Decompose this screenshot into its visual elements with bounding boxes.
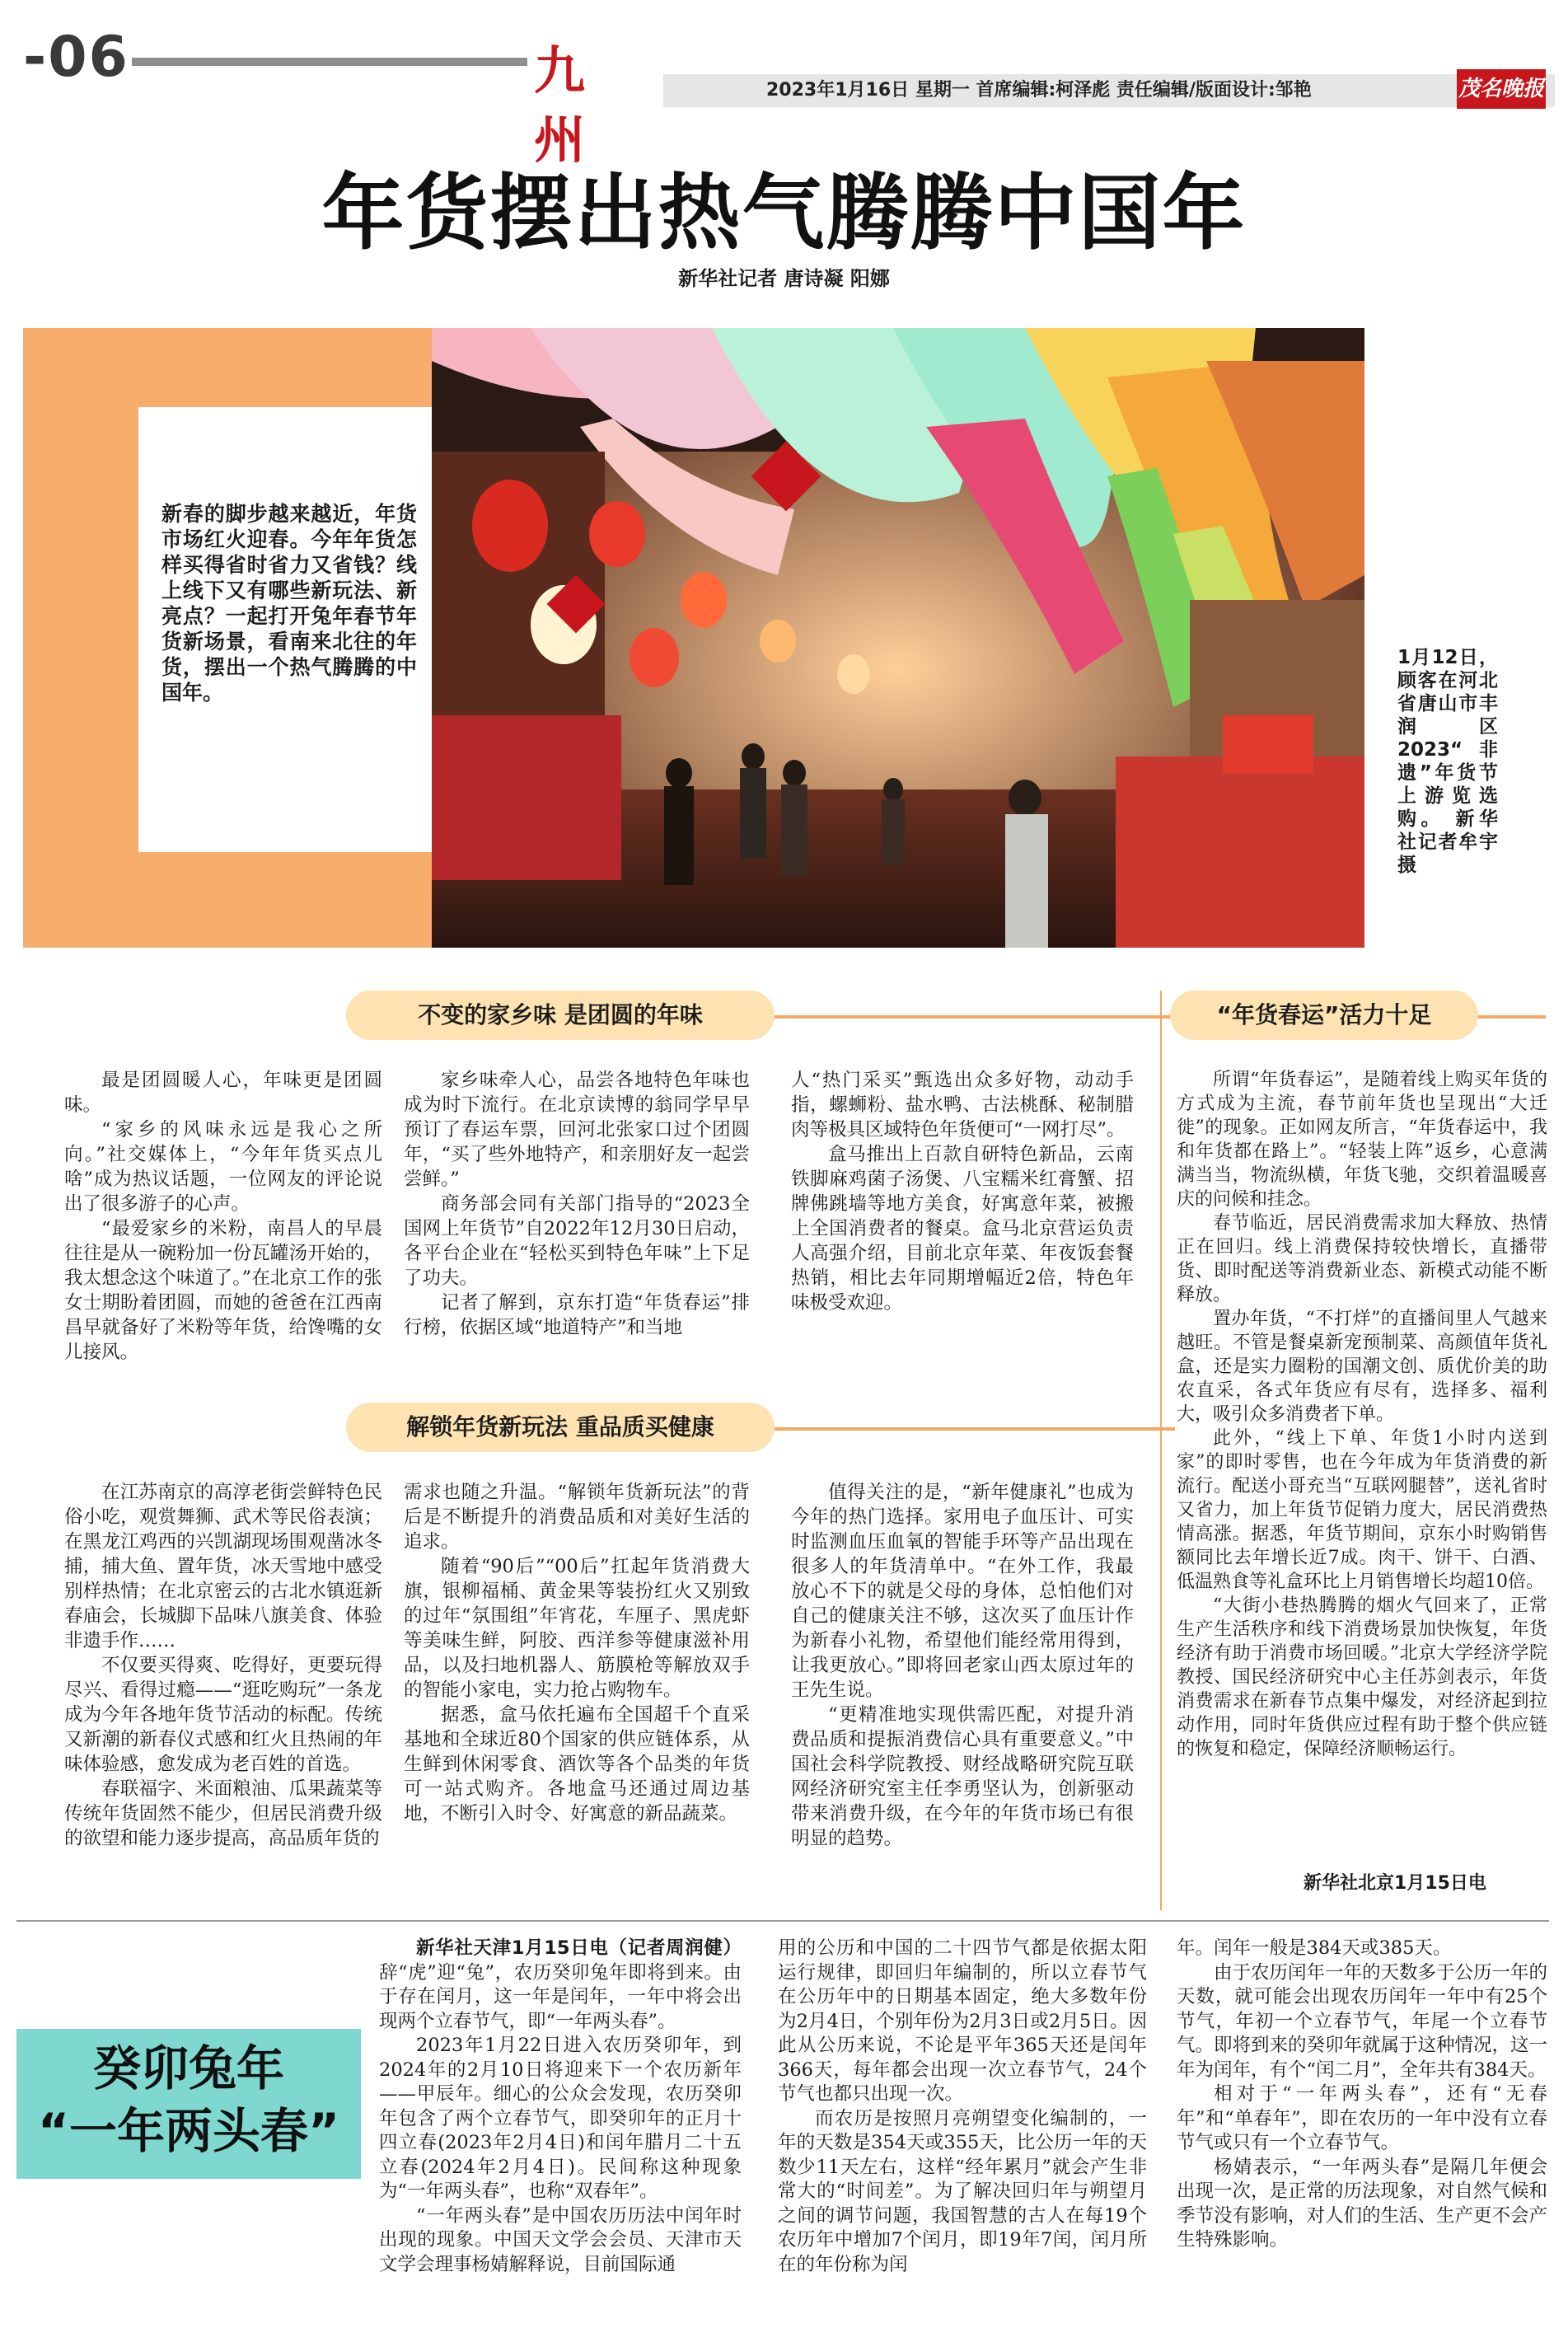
paragraph: 商务部会同有关部门指导的“2023全国网上年货节”自2022年12月30日启动，各平台企业在“轻松买到特色年味”上下足了功夫。 (404, 1193, 750, 1289)
column-3 (791, 1068, 1134, 1315)
byline: 新华社记者 唐诗凝 阳娜 (678, 267, 890, 290)
intro-text: 新春的脚步越来越近，年货市场红火迎春。今年年货怎样买得省时省力又省钱？线上线下又有哪些新玩法、新亮点？一起打开兔年春节年货新场景，看南来北往的年货，摆出一个热气腾腾的中国年。 (161, 502, 417, 705)
paragraph: 需求也随之升温。“解锁年货新玩法”的背后是不断提升的消费品质和对美好生活的追求。 (404, 1482, 750, 1553)
column-right (1177, 1068, 1547, 1761)
paragraph: 春节临近，居民消费需求加大释放、热情正在回归。线上消费保持较快增长，直播带货、即时配送等消费新业态、新模式动能不断释放。 (1177, 1213, 1547, 1305)
second-column-3 (1177, 1937, 1547, 2253)
subhead-new-ways: 解锁年货新玩法 重品质买健康 (346, 1403, 775, 1452)
paragraph: “家乡的风味永远是我心之所向。”社交媒体上，“今年年货买点儿啥”成为热议话题，一位网友的评论说出了很多游子的心声。 (64, 1119, 382, 1215)
page-number: -06 (23, 25, 129, 90)
title-line-2: “一年两头春” (37, 2103, 340, 2159)
column-1 (64, 1068, 382, 1365)
paragraph: 所谓“年货春运”，是随着线上购买年货的方式成为主流，春节前年货也呈现出“大迁徙”的现象。正如网友所言，“年货春运中，我和年货都在路上”。“轻装上阵”返乡，心意满满当当，物流纵横，年货飞驰，交织着温暖喜庆的问候和挂念。 (1177, 1070, 1547, 1210)
headline: 年货摆出热气腾腾中国年 (321, 165, 1247, 261)
paragraph: 置办年货，“不打烊”的直播间里人气越来越旺。不管是餐桌新宠预制菜、高颜值年货礼盒，还是实力圈粉的国潮文创、质优价美的助农直采，各式年货应有尽有，选择多、福利大，吸引众多消费者下单。 (1177, 1309, 1547, 1425)
paragraph: “一年两头春”是中国农历历法中闰年时出现的现象。中国天文学会会员、天津市天文学会理事杨婧解释说，目前国际通 (379, 2204, 742, 2275)
paragraph: 在江苏南京的高淳老街尝鲜特色民俗小吃，观赏舞狮、武术等民俗表演；在黑龙江鸡西的兴凯湖现场围观凿冰冬捕，捕大鱼、置年货，冰天雪地中感受别样热情；在北京密云的古北水镇逛新春庙会，长城脚下品味八旗美食、体验非遗手作…… (64, 1482, 382, 1651)
paragraph: 而农历是按照月亮朔望变化编制的，一年的天数是354天或355天，比公历一年的天数少11天左右，这样“经年累月”就会产生非常大的“时间差”。为了解决回归年与朔望月之间的调节问题，我国智慧的古人在每19个农历年中增加7个闰月，即19年7闰，闰月所在的年份称为闰 (778, 2107, 1147, 2275)
paragraph: 人“热门采买”甄选出众多好物，动动手指，螺蛳粉、盐水鸭、古法桃酥、秘制腊肉等极具区域特色年货便可“一网打尽”。 (791, 1070, 1134, 1141)
column-7 (791, 1480, 1134, 1851)
paragraph: 用的公历和中国的二十四节气都是依据太阳运行规律，即回归年编制的，所以立春节气在公历年中的日期基本固定，绝大多数年份为2月4日，个别年份为2月3日或2月5日。因此从公历来说，不论是平年365天还是闰年366天，每年都会出现一次立春节气，24个节气也都只出现一次。 (778, 1937, 1147, 2105)
photo-caption-body: 1月12日，顾客在河北省唐山市丰润区2023“非遗”年货节上游览选购。 (1397, 647, 1498, 830)
paragraph: 值得关注的是，“新年健康礼”也成为今年的热门选择。家用电子血压计、可实时监测血压血氧的智能手环等产品出现在很多人的年货清单中。“在外工作，我最放心不下的就是父母的身体，总怕他们对自己的健康关注不够，这次买了血压计作为新春小礼物，希望他们能经常用得到，让我更放心。”即将回老家山西太原过年的王先生说。 (791, 1482, 1134, 1701)
subhead-family-flavor: 不变的家乡味 是团圆的年味 (346, 991, 775, 1040)
column-5 (64, 1480, 382, 1851)
photo-credit: 新华社记者牟宇 摄 (1397, 808, 1499, 876)
paragraph: 家乡味牵人心，品尝各地特色年味也成为时下流行。在北京读博的翁同学早早预订了春运车票，回河北张家口过个团圆年，“买了些外地特产，和亲朋好友一起尝尝鲜。” (404, 1070, 750, 1190)
second-column-1 (379, 1937, 742, 2277)
section-divider (16, 1920, 1549, 1922)
market-photo (432, 328, 1364, 948)
paragraph: 年。闰年一般是384天或385天。 (1177, 1937, 1452, 1959)
issue-info: 2023年1月16日 星期一 首席编辑:柯泽彪 责任编辑/版面设计:邹艳 (766, 80, 1312, 101)
second-article-title (16, 2037, 361, 2162)
paragraph: “最爱家乡的米粉，南昌人的早晨往往是从一碗粉加一份瓦罐汤开始的，我太想念这个味道了。”在北京工作的张女士期盼着团圆，而她的爸爸在江西南昌早就备好了米粉等年货，给馋嘴的女儿接风。 (64, 1218, 382, 1363)
paragraph: 此外，“线上下单、年货1小时内送到家”的即时零售，也在今年成为年货消费的新流行。配送小哥充当“互联网腿替”，送礼省时又省力，加上年货节促销力度大，居民消费热情高涨。据悉，年货节期间，京东小时购销售额同比去年增长近7成。肉干、饼干、白酒、低温熟食等礼盒环比上月销售增长均超10倍。 (1177, 1428, 1547, 1592)
paragraph: 据悉，盒马依托遍布全国超千个直采基地和全球近80个国家的供应链体系，从生鲜到休闲零食、酒饮等各个品类的年货可一站式购齐。各地盒马还通过周边基地，不断引入时令、好寓意的新品蔬菜。 (404, 1704, 750, 1824)
paragraph: 盒马推出上百款自研特色新品，云南铁脚麻鸡菌子汤煲、八宝糯米红膏蟹、招牌佛跳墙等地方美食，好寓意年菜，被搬上全国消费者的餐桌。盒马北京营运负责人高强介绍，目前北京年菜、年夜饭套餐热销，相比去年同期增幅近2倍，特色年味极受欢迎。 (791, 1144, 1134, 1314)
paragraph: 随着“90后”“00后”扛起年货消费大旗，银柳福桶、黄金果等装扮红火又别致的过年“氛围组”年宵花，车厘子、黑虎虾等美味生鲜，阿胶、西洋参等健康滋补用品，以及扫地机器人、筋膜枪等解放双手的智能小家电，实力抢占购物车。 (404, 1556, 750, 1701)
column-divider (1160, 991, 1162, 1910)
paragraph (379, 1937, 742, 2034)
paragraph: 不仅要买得爽、吃得好，更要玩得尽兴、看得过瘾——“逛吃购玩”一条龙成为今年各地年货节活动的标配。传统又新潮的新春仪式感和红火且热闹的年味体验感，愈发成为老百姓的首选。 (64, 1655, 382, 1775)
paragraph: 相对于“一年两头春”，还有“无春年”和“单春年”，即在农历的一年中没有立春节气或只有一个立春节气。 (1177, 2083, 1547, 2153)
paragraph: “更精准地实现供需匹配，对提升消费品质和提振消费信心具有重要意义。”中国社会科学院教授、财经战略研究院互联网经济研究室主任李勇坚认为，创新驱动带来消费升级，在今年的年货市场已有很明显的趋势。 (791, 1704, 1134, 1849)
paragraph-text: 辞“虎”迎“兔”，农历癸卯兔年即将到来。由于存在闰月，这一年是闰年，一年中将会出现两个立春节气，即“一年两头春”。 (379, 1961, 742, 2032)
market-photo-image (432, 328, 1364, 948)
subhead-spring-transport: “年货春运”活力十足 (1170, 991, 1478, 1040)
paragraph: 记者了解到，京东打造“年货春运”排行榜，依据区域“地道特产”和当地 (404, 1292, 750, 1338)
section-title: 九州 (533, 40, 585, 170)
photo-caption (1397, 646, 1498, 877)
column-2 (404, 1068, 750, 1340)
dateline: 新华社北京1月15日电 (1304, 1873, 1486, 1894)
second-lead: 新华社天津1月15日电（记者周润健） (416, 1937, 742, 1959)
paragraph: 2023年1月22日进入农历癸卯年，到2024年的2月10日将迎来下一个农历新年——甲辰年。细心的公众会发现，农历癸卯年包含了两个立春节气，即癸卯年的正月十四立春(2023年2月4日)和闰年腊月二十五立春(2024年2月4日)。民间称这种现象为“一年两头春”，也称“双春年”。 (379, 2035, 742, 2202)
paragraph: 杨婧表示，“一年两头春”是隔几年便会出现一次，是正常的历法现象，对自然气候和季节没有影响，对人们的生活、生产更不会产生特殊影响。 (1177, 2156, 1548, 2251)
header-rule (132, 58, 527, 66)
second-column-2 (778, 1937, 1147, 2277)
title-line-1: 癸卯兔年 (92, 2040, 284, 2096)
newspaper-logo: 茂名晚报 (1457, 69, 1546, 109)
paragraph: 最是团圆暖人心，年味更是团圆味。 (64, 1070, 382, 1116)
paragraph: 由于农历闰年一年的天数多于公历一年的天数，就可能会出现农历闰年一年中有25个节气，年初一个立春节气，年尾一个立春节气。即将到来的癸卯年就属于这种情况，这一年为闰年，有个“闰二月”，全年共有384天。 (1177, 1961, 1548, 2081)
paragraph: 春联福字、米面粮油、瓜果蔬菜等传统年货固然不能少，但居民消费升级的欲望和能力逐步提高，高品质年货的 (64, 1778, 382, 1849)
column-6 (404, 1480, 750, 1826)
paragraph: “大街小巷热腾腾的烟火气回来了，正常生产生活秩序和线下消费场景加快恢复，年货经济有助于消费市场回暖。”北京大学经济学院教授、国民经济研究中心主任苏剑表示，年货消费需求在新春节点集中爆发，对经济起到拉动作用，同时年货供应过程有助于整个供应链的恢复和稳定，保障经济顺畅运行。 (1177, 1595, 1547, 1759)
